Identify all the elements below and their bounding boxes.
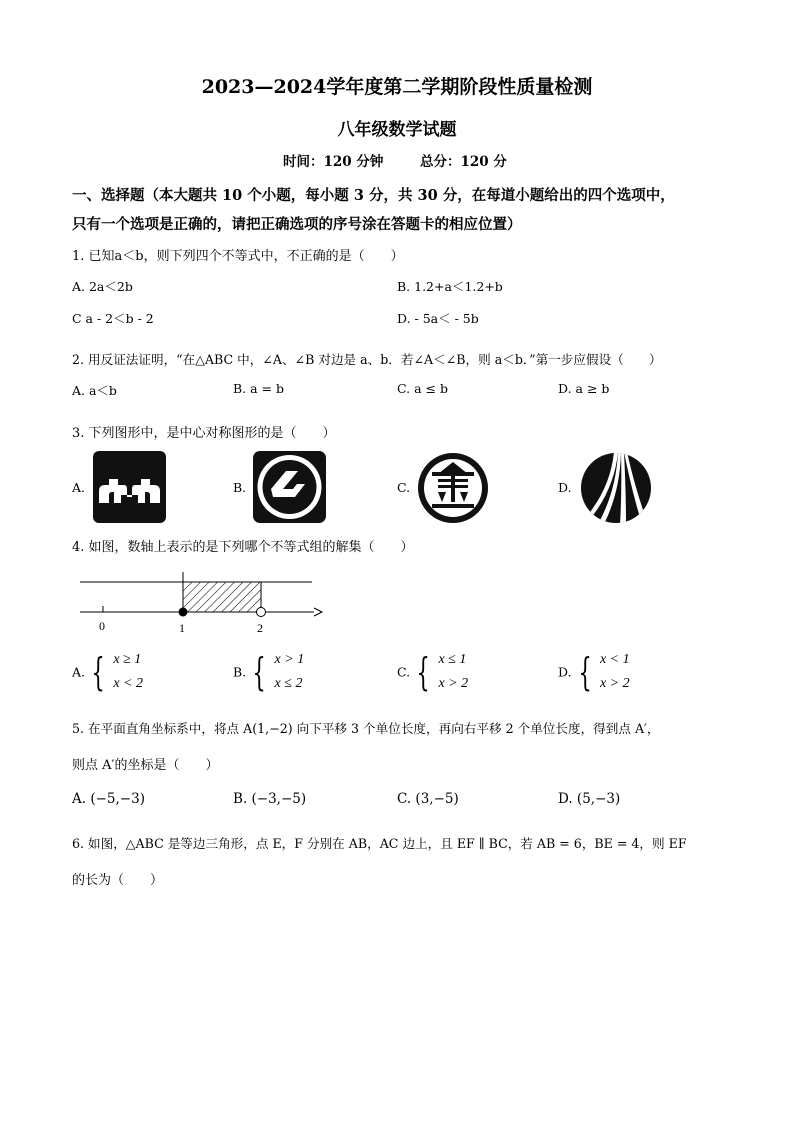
q4-option-a bbox=[72, 648, 143, 696]
logo-a-image bbox=[93, 451, 166, 523]
section-heading-line2: 只有一个选项是正确的，请把正确选项的序号涂在答题卡的相应位置） bbox=[72, 216, 522, 233]
logo-d-image bbox=[580, 452, 652, 524]
q4-option-c-label: C. bbox=[397, 664, 411, 680]
q1-stem: 1. 已知a＜b，则下列四个不等式中，不正确的是（ ） bbox=[72, 249, 404, 264]
q3-option-d-label: D. bbox=[558, 480, 572, 495]
brace-icon: { bbox=[91, 650, 105, 694]
q5-stem-line1: 5. 在平面直角坐标系中，将点 A(1,−2) 向下平移 3 个单位长度，再向右平移 2 个单位长度，得到点 A′， bbox=[72, 721, 660, 736]
q3-option-a-label: A. bbox=[72, 480, 86, 495]
q1-option-b: B. 1.2+a＜1.2+b bbox=[397, 279, 503, 294]
q4-option-b-label: B. bbox=[233, 664, 247, 680]
logo-b-image bbox=[253, 451, 326, 523]
axis-arrow bbox=[314, 608, 322, 616]
q4-option-d bbox=[558, 648, 630, 696]
q4-stem: 4. 如图，数轴上表示的是下列哪个不等式组的解集（ ） bbox=[72, 540, 414, 555]
q2-option-b: B. a = b bbox=[233, 381, 285, 396]
q4-d-line2: x > 2 bbox=[599, 676, 630, 691]
q5-option-c: C. (3,−5) bbox=[397, 791, 459, 807]
q5-option-d: D. (5,−3) bbox=[558, 791, 621, 807]
exam-subtitle: 八年级数学试题 bbox=[337, 120, 457, 140]
q4-option-a-label: A. bbox=[72, 664, 86, 680]
q6-stem-line2: 的长为（ ） bbox=[72, 873, 164, 888]
section-heading-line1: 一、选择题（本大题共 10 个小题，每小题 3 分，共 30 分，在每道小题给出的四个选项中， bbox=[72, 187, 675, 204]
q1-option-c: C a - 2＜b - 2 bbox=[72, 311, 154, 326]
logo-c-image bbox=[416, 452, 490, 524]
q1-option-a: A. 2a＜2b bbox=[72, 279, 133, 294]
time-info: 时间：120 分钟 bbox=[283, 154, 384, 170]
axis-label-0: 0 bbox=[99, 619, 105, 633]
q2-option-d: D. a ≥ b bbox=[558, 381, 610, 396]
q5-option-a: A. (−5,−3) bbox=[72, 791, 145, 807]
q5-stem-line2: 则点 A′的坐标是（ ） bbox=[72, 758, 219, 773]
q2-option-a: A. a＜b bbox=[72, 383, 117, 398]
q4-c-line1: x ≤ 1 bbox=[438, 652, 467, 667]
q4-b-line2: x ≤ 2 bbox=[274, 676, 303, 691]
shaded-solution-region bbox=[183, 582, 261, 612]
brace-icon: { bbox=[416, 650, 430, 694]
q2-stem: 2. 用反证法证明，“在△ABC 中，∠A、∠B 对边是 a、b．若∠A＜∠B，则 a＜b．”第一步应假设（ ） bbox=[72, 352, 662, 367]
q4-option-b bbox=[233, 648, 304, 696]
q3-option-c-label: C. bbox=[397, 480, 411, 495]
exam-title: 2023—2024学年度第二学期阶段性质量检测 bbox=[201, 76, 593, 98]
q4-c-line2: x > 2 bbox=[438, 676, 469, 691]
axis-label-1: 1 bbox=[179, 621, 185, 635]
open-point-at-2 bbox=[257, 608, 266, 617]
q3-option-b-label: B. bbox=[233, 480, 247, 495]
axis-label-2: 2 bbox=[257, 621, 263, 635]
brace-icon: { bbox=[252, 650, 267, 694]
q4-b-line1: x > 1 bbox=[274, 652, 305, 667]
closed-point-at-1 bbox=[179, 608, 188, 617]
q4-option-d-label: D. bbox=[558, 664, 572, 680]
q3-stem: 3. 下列图形中，是中心对称图形的是（ ） bbox=[72, 426, 336, 441]
q4-option-c bbox=[397, 648, 468, 696]
score-info: 总分：120 分 bbox=[420, 154, 507, 170]
q4-a-line2: x < 2 bbox=[113, 676, 144, 691]
number-line-figure bbox=[72, 566, 332, 638]
q5-option-b: B. (−3,−5) bbox=[233, 791, 307, 807]
brace-icon: { bbox=[578, 650, 592, 694]
q4-a-line1: x ≥ 1 bbox=[113, 652, 142, 667]
q6-stem-line1: 6. 如图，△ABC 是等边三角形，点 E，F 分别在 AB，AC 边上，且 EF ∥ BC，若 AB = 6，BE = 4，则 EF bbox=[72, 836, 687, 851]
q1-option-d: D. - 5a＜ - 5b bbox=[397, 311, 479, 326]
q4-d-line1: x < 1 bbox=[599, 652, 630, 667]
q2-option-c: C. a ≤ b bbox=[397, 381, 448, 396]
